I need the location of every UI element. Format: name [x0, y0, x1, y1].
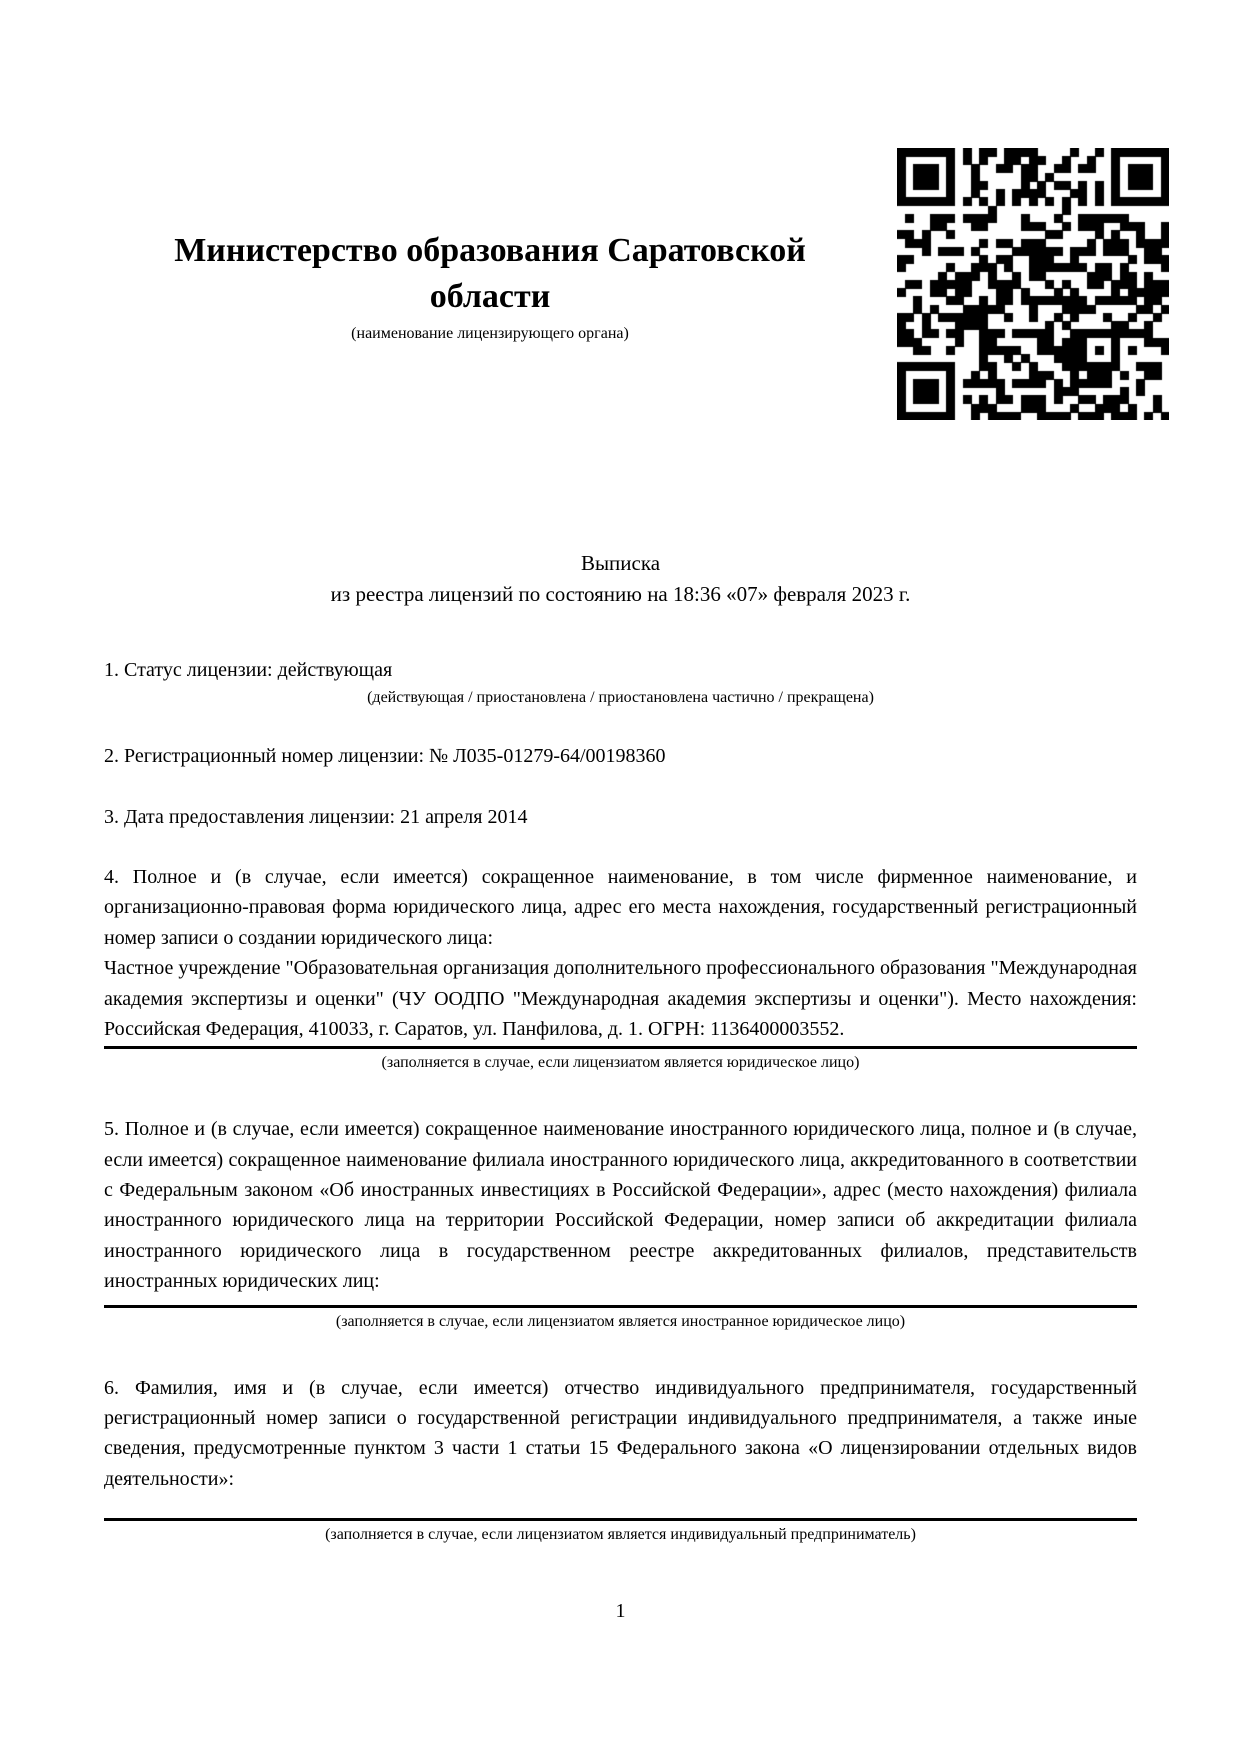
licensing-authority-header: [160, 0, 820, 343]
license-status-text: 1. Статус лицензии: действующая: [104, 658, 393, 681]
registration-number-text: 2. Регистрационный номер лицензии: № Л035-01279-64/00198360: [104, 745, 666, 768]
authority-name-line1: Министерство образования Саратовской: [174, 232, 806, 269]
legal-entity-note: (заполняется в случае, если лицензиатом является юридическое лицо): [381, 1054, 860, 1072]
individual-entrepreneur-note: (заполняется в случае, если лицензиатом является индивидуальный предприниматель): [325, 1526, 916, 1544]
individual-entrepreneur-item: [104, 1373, 1137, 1545]
extract-heading-date-line: из реестра лицензий по состоянию на 18:36 «07» февраля 2023 г.: [330, 582, 911, 607]
foreign-entity-prompt: 5. Полное и (в случае, если имеется) сокращенное наименование иностранного юридического лица, полное и (в случае, если имеется) сокращенное наименование филиала иностранного юридического лица, аккредитованного в соответствии с Федеральным законом «Об иностранных инвестициях в Российской Федерации», адрес (место нахождения) филиала иностранного юридического лица на территории Российской Федерации, номер записи об аккредитации филиала иностранного юридического лица в государственном реестре аккредитованных филиалов, представительств иностранных юридических лиц:: [104, 1118, 1137, 1293]
fill-in-line: [104, 1046, 1137, 1049]
fill-in-line: [104, 1305, 1137, 1308]
extract-heading-title: Выписка: [580, 550, 661, 575]
authority-name-note: (наименование лицензирующего органа): [351, 324, 629, 342]
foreign-entity-item: [104, 1114, 1137, 1330]
qr-code-icon: [897, 148, 1169, 420]
legal-entity-item: [104, 862, 1137, 1072]
fill-in-line: [104, 1518, 1137, 1521]
grant-date-item: [104, 802, 1137, 832]
grant-date-text: 3. Дата предоставления лицензии: 21 апреля 2014: [104, 805, 528, 828]
legal-entity-prompt: 4. Полное и (в случае, если имеется) сокращенное наименование, в том числе фирменное наименование, и организационно-правовая форма юридического лица, адрес его места нахождения, государственный регистрационный номер записи о создании юридического лица:: [104, 865, 1137, 949]
license-status-note: (действующая / приостановлена / приостановлена частично / прекращена): [367, 689, 874, 707]
page-number: 1: [615, 1600, 626, 1623]
individual-entrepreneur-prompt: 6. Фамилия, имя и (в случае, если имеется) отчество индивидуального предпринимателя, государственный регистрационный номер записи о государственной регистрации индивидуального предпринимателя, а также иные сведения, предусмотренные пунктом 3 части 1 статьи 15 Федерального закона «О лицензировании отдельных видов деятельности»:: [104, 1376, 1137, 1490]
registration-number-item: [104, 741, 1137, 771]
authority-name: [160, 228, 820, 320]
authority-name-line2: области: [429, 277, 551, 315]
legal-entity-value: Частное учреждение "Образовательная организация дополнительного профессионального образования "Международная академия экспертизы и оценки" (ЧУ ООДПО "Международная академия экспертизы и оценки"). Место нахождения: Российская Федерация, 410033, г. Саратов, ул. Панфилова, д. 1. ОГРН: 1136400003552.: [104, 957, 1137, 1040]
foreign-entity-note: (заполняется в случае, если лицензиатом является иностранное юридическое лицо): [335, 1312, 906, 1330]
extract-heading: [104, 548, 1137, 611]
license-status-item: [104, 655, 1137, 707]
